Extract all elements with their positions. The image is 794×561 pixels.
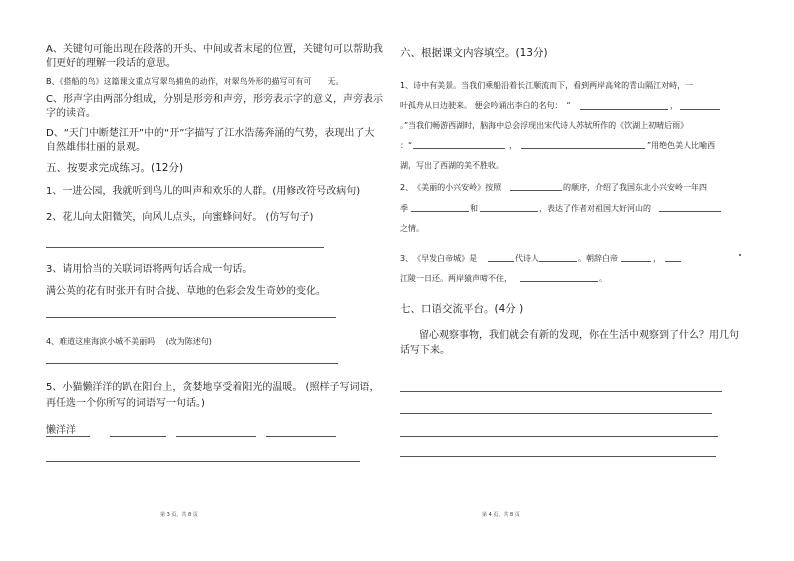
question-6-1-line-2: 叶孤舟从日边驶来。 便会吟诵出李白的名句： “ bbox=[400, 101, 571, 110]
question-7-line-2: 话写下来。 bbox=[400, 345, 450, 356]
blank-6-1-c[interactable] bbox=[413, 148, 505, 149]
item-b: B、《搭船的鸟》这篇课文重点写翠鸟捕鱼的动作，对翠鸟外形的描写可有可 无。 bbox=[46, 77, 344, 86]
example-underline bbox=[46, 436, 90, 437]
comma-6-1-a: ， bbox=[670, 101, 678, 110]
blank-6-3-a[interactable] bbox=[488, 261, 514, 262]
blank-6-3-b[interactable] bbox=[539, 261, 577, 262]
item-d-line-2: 自然雄伟壮丽的景观。 bbox=[46, 142, 146, 153]
question-6-2-continued: 的顺序，介绍了我国东北小兴安岭一年四 bbox=[563, 183, 707, 192]
question-6-2-line-2-end: ，表达了作者对祖国大好河山的 bbox=[539, 204, 651, 213]
question-6-3-poet: 代诗人 bbox=[515, 254, 539, 263]
writing-line-4[interactable] bbox=[400, 456, 716, 457]
item-c-line-1: C、形声字由两部分组成，分别是形旁和声旁，形旁表示字的意义，声旁表示 bbox=[46, 94, 383, 105]
question-6-1-line-3: 。”当我们畅游西湖时，脑海中总会浮现出宋代诗人苏轼所作的《饮湖上初晴后雨》 bbox=[400, 121, 689, 130]
item-a-line-1: A、关键句可能出现在段落的开头、中间或者末尾的位置，关键句可以帮助我 bbox=[46, 44, 383, 55]
blank-6-1-a[interactable] bbox=[580, 109, 668, 110]
question-6-3: 3、 《早发白帝城》是 bbox=[400, 254, 478, 263]
question-6-1-line-4-start: ：“ bbox=[400, 141, 413, 150]
question-5-5-line-2: 再任选一个你所写的词语写一句话。) bbox=[46, 398, 205, 409]
section-5-title: 五、按要求完成练习。(12分) bbox=[46, 162, 184, 174]
blank-6-1-d[interactable] bbox=[521, 148, 645, 149]
answer-line-q2[interactable] bbox=[46, 247, 324, 248]
question-6-3-period: 。 bbox=[599, 274, 607, 283]
question-6-2-and: 和 bbox=[470, 204, 478, 213]
right-page bbox=[397, 0, 794, 561]
word-blank-3[interactable] bbox=[266, 436, 336, 437]
stray-dot bbox=[739, 254, 741, 256]
item-a-line-2: 们更好的理解一段话的意思。 bbox=[46, 58, 176, 69]
question-6-2: 2、 《美丽的小兴安岭》按照 bbox=[400, 183, 502, 192]
page-footer-right: 第 4 页，共 8 页 bbox=[482, 512, 520, 518]
question-5-1: 1、一进公园，我就听到鸟儿的叫声和欢乐的人群。(用修改符号改病句) bbox=[46, 186, 361, 197]
question-5-2: 2、花儿向太阳微笑，向风儿点头，向蜜蜂问好。 (仿写句子) bbox=[46, 212, 314, 223]
item-d-line-1: D、“天门中断楚江开”中的“开”字描写了江水浩荡奔涌的气势，表现出了大 bbox=[46, 128, 375, 139]
question-6-1: 1、诗中有美景。当我们乘船沿着长江顺流而下，看到两岸高耸的青山隔江对峙，一 bbox=[400, 81, 694, 90]
comma-6-1-b: ， bbox=[509, 141, 517, 150]
page-footer-left: 第 3 页，共 8 页 bbox=[160, 512, 198, 518]
blank-6-3-d[interactable] bbox=[665, 261, 681, 262]
writing-line-1[interactable] bbox=[400, 391, 722, 392]
question-6-1-line-5: 湖，写出了西湖的美不胜收。 bbox=[400, 161, 504, 170]
writing-line-2[interactable] bbox=[400, 413, 712, 414]
blank-6-2-d[interactable] bbox=[659, 211, 721, 212]
blank-6-2-b[interactable] bbox=[411, 211, 469, 212]
question-6-1-line-4-end: ”用绝色美人比喻西 bbox=[647, 141, 716, 150]
question-6-3-line-1-end: 。朝辞白帝 bbox=[578, 254, 618, 263]
question-5-3-sentence: 满公英的花有时张开有时合拢、草地的色彩会发生奇妙的变化。 bbox=[46, 286, 326, 297]
question-5-3: 3、请用恰当的关联词语将两句话合成一句话。 bbox=[46, 264, 253, 275]
blank-6-2-a[interactable] bbox=[510, 190, 562, 191]
answer-line-q4[interactable] bbox=[46, 363, 338, 364]
word-blank-2[interactable] bbox=[176, 436, 256, 437]
answer-line-q3[interactable] bbox=[46, 317, 336, 318]
question-6-2-line-3: 之情。 bbox=[400, 224, 424, 233]
question-5-4: 4、难道这座海滨小城不美丽吗 (改为陈述句) bbox=[46, 337, 212, 346]
question-5-5: 5、小猫懒洋洋的趴在阳台上，贪婪地享受着阳光的温暖。 (照样子写词语， bbox=[46, 382, 380, 393]
question-6-2-line-2-start: 季 bbox=[400, 204, 408, 213]
blank-6-3-c[interactable] bbox=[621, 261, 651, 262]
answer-line-q5[interactable] bbox=[46, 461, 360, 462]
question-6-3-line-2: 江陵一日还。两岸猿声啼不住， bbox=[400, 274, 512, 283]
blank-6-1-b[interactable] bbox=[680, 109, 720, 110]
blank-6-2-c[interactable] bbox=[480, 211, 538, 212]
example-word: 懒洋洋 bbox=[46, 425, 76, 436]
blank-6-3-e[interactable] bbox=[520, 281, 598, 282]
section-7-title: 七、口语交流平台。(4分 ) bbox=[400, 303, 524, 315]
item-c-line-2: 字的读音。 bbox=[46, 108, 96, 119]
question-6-3-comma: ， bbox=[653, 254, 661, 263]
writing-line-3[interactable] bbox=[400, 436, 718, 437]
section-6-title: 六、根据课文内容填空。(13分) bbox=[400, 47, 548, 59]
question-7: 留心观察事物，我们就会有新的发现，你在生活中观察到了什么？用几句 bbox=[419, 330, 739, 341]
word-blank-1[interactable] bbox=[110, 436, 166, 437]
